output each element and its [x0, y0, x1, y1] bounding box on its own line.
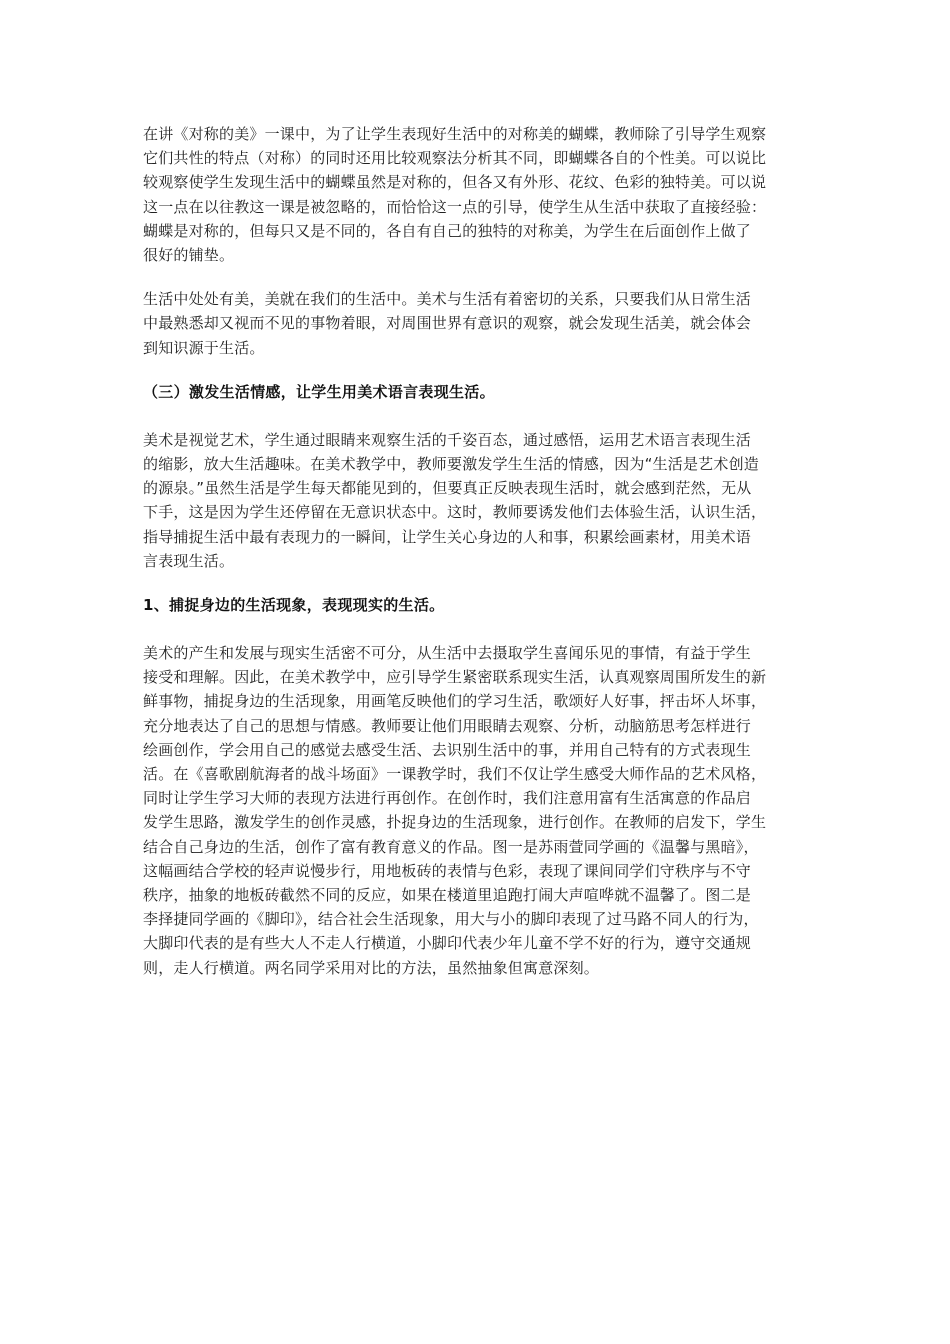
text-line: 鲜事物，捕捉身边的生活现象，用画笔反映他们的学习生活，歌颂好人好事，抨击坏人坏事，	[143, 692, 767, 711]
text-line: 很好的铺垫。	[143, 246, 235, 265]
text-line: 言表现生活。	[143, 551, 235, 570]
text-line: 下手，这是因为学生还停留在无意识状态中。这时，教师要诱发他们去体验生活，认识生活，	[143, 503, 767, 522]
paragraph-symmetry-lesson	[143, 122, 815, 267]
text-line: 蝴蝶是对称的，但每只又是不同的，各自有自己的独特的对称美，为学生在后面创作上做了	[143, 221, 752, 240]
text-line: 这幅画结合学校的轻声说慢步行，用地板砖的表情与色彩，表现了课间同学们守秩序与不守	[143, 861, 752, 880]
text-line: 指导捕捉生活中最有表现力的一瞬间，让学生关心身边的人和事，积累绘画素材，用美术语	[143, 527, 752, 546]
text-line: 中最熟悉却又视而不见的事物着眼，对周围世界有意识的观察，就会发现生活美，就会体会	[143, 314, 752, 333]
text-line: 绘画创作，学会用自己的感觉去感受生活、去识别生活中的事，并用自己特有的方式表现生	[143, 740, 752, 759]
text-line: 同时让学生学习大师的表现方法进行再创作。在创作时，我们注意用富有生活寓意的作品启	[143, 789, 752, 808]
text-line: 发学生思路，激发学生的创作灵感，扑捉身边的生活现象，进行创作。在教师的启发下，学生	[143, 813, 767, 832]
text-line: 活。在《喜歌剧航海者的战斗场面》一课教学时，我们不仅让学生感受大师作品的艺术风格，	[143, 765, 767, 784]
text-line: 接受和理解。因此，在美术教学中，应引导学生紧密联系现实生活，认真观察周围所发生的新	[143, 668, 767, 687]
text-line: 则，走人行横道。两名同学采用对比的方法，虽然抽象但寓意深刻。	[143, 958, 600, 977]
text-line: 的源泉。”虽然生活是学生每天都能见到的，但要真正反映表现生活时，就会感到茫然，无从	[143, 479, 752, 498]
text-line: 美术的产生和发展与现实生活密不可分，从生活中去摄取学生喜闻乐见的事情，有益于学生	[143, 644, 752, 663]
text-line: 到知识源于生活。	[143, 338, 265, 357]
text-line: 较观察使学生发现生活中的蝴蝶虽然是对称的，但各又有外形、花纹、色彩的独特美。可以说	[143, 173, 767, 192]
section-heading-3: （三）激发生活情感，让学生用美术语言表现生活。	[143, 382, 495, 401]
text-line: 在讲《对称的美》一课中，为了让学生表现好生活中的对称美的蝴蝶，教师除了引导学生观察	[143, 125, 767, 143]
paragraph-beauty-in-life	[143, 287, 815, 360]
subsection-heading-1: 1、捕捉身边的生活现象，表现现实的生活。	[143, 596, 445, 615]
text-line: 的缩影，放大生活趣味。在美术教学中，教师要激发学生生活的情感，因为“生活是艺术创造	[143, 455, 759, 474]
text-line: 美术是视觉艺术，学生通过眼睛来观察生活的千姿百态，通过感悟，运用艺术语言表现生活	[143, 430, 752, 449]
text-line: 李择捷同学画的《脚印》，结合社会生活现象，用大与小的脚印表现了过马路不同人的行为，	[143, 910, 759, 929]
text-line: 结合自己身边的生活，创作了富有教育意义的作品。图一是苏雨萱同学画的《温馨与黑暗》，	[143, 837, 759, 856]
text-line: 大脚印代表的是有些大人不走人行横道，小脚印代表少年儿童不学不好的行为，遵守交通规	[143, 934, 752, 953]
document-page	[143, 122, 815, 1000]
paragraph-visual-art	[143, 428, 815, 573]
text-line: 秩序，抽象的地板砖截然不同的反应，如果在楼道里追跑打闹大声喧哗就不温馨了。图二是	[143, 886, 752, 905]
text-line: 生活中处处有美，美就在我们的生活中。美术与生活有着密切的关系，只要我们从日常生活	[143, 290, 752, 309]
text-line: 这一点在以往教这一课是被忽略的，而恰恰这一点的引导，使学生从生活中获取了直接经验：	[143, 197, 767, 216]
text-line: 充分地表达了自己的思想与情感。教师要让他们用眼睛去观察、分析，动脑筋思考怎样进行	[143, 716, 752, 735]
text-line: 它们共性的特点（对称）的同时还用比较观察法分析其不同，即蝴蝶各自的个性美。可以说比	[143, 149, 767, 168]
paragraph-capture-life	[143, 641, 815, 980]
